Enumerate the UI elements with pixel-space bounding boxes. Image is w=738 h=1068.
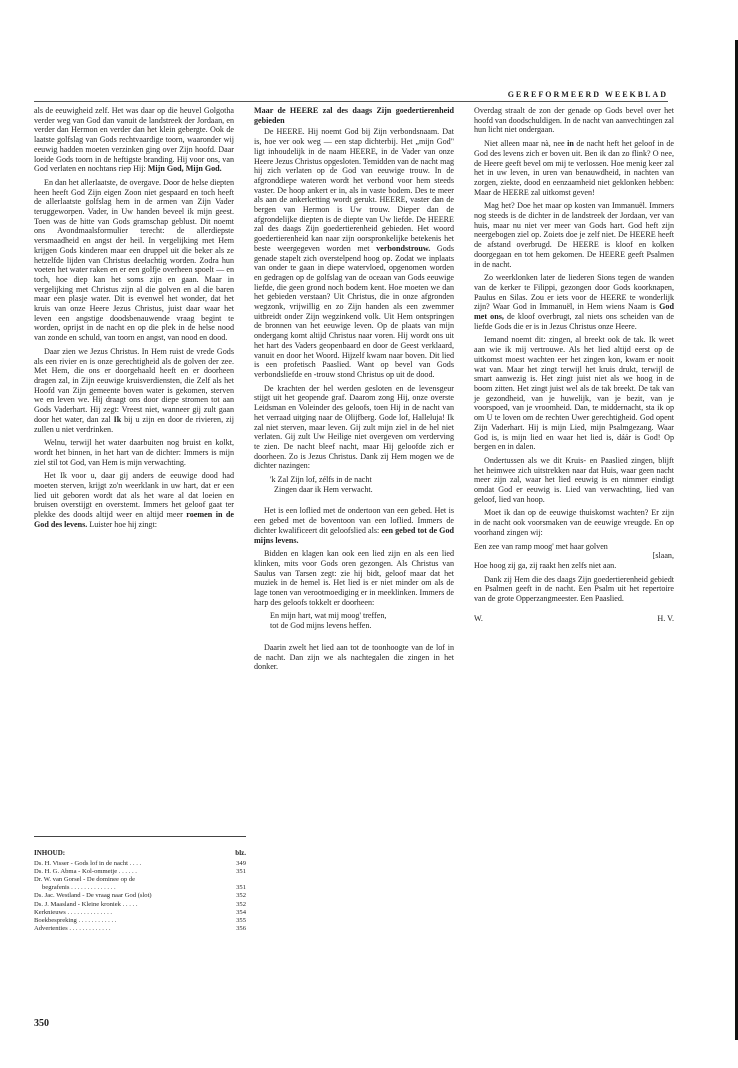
signature-initial: W. bbox=[474, 613, 483, 623]
paragraph bbox=[474, 139, 674, 197]
paragraph bbox=[474, 273, 674, 331]
toc-item-page: 352 bbox=[236, 892, 246, 900]
text: als de eeuwigheid zelf. Het was daar op die heuvel Golgotha verder weg van God dan vanuit de landstreek der Jordaan, en verder dan Hermon en verder dan het klein gebergte. Ook de laatste golfslag van Gods rechtvaardige toorn, waaronder wij eeuwig hadden moeten verzinken ging over Zijn hoofd. Daar loeide Gods toorn in de heftigste branding. Hij voor ons, van God verlaten en nochtans riep Hij: bbox=[34, 106, 234, 174]
bold-text: Ik bbox=[113, 414, 122, 424]
toc-item-title: Dr. W. van Gorsel - De dominee op de bbox=[34, 876, 136, 884]
toc-item[interactable] bbox=[34, 917, 246, 925]
verse-line: [slaan, bbox=[652, 551, 674, 561]
verse-line: Hoe hoog zij ga, zij raakt hen zelfs niet aan. bbox=[474, 560, 617, 570]
paragraph: Daarin zwelt het lied aan tot de toonhoogte van de lof in de nacht. Dan zijn we als nachtegalen die zingen in het donker. bbox=[254, 642, 454, 672]
toc-item-title: Advertenties . . . . . . . . . . . . . bbox=[34, 924, 111, 932]
section-heading: Maar de HEERE zal des daags Zijn goedertierenheid gebieden bbox=[254, 106, 454, 125]
bold-text: Mijn God, Mijn God. bbox=[147, 164, 222, 174]
text: Zo weerklonken later de liederen Sions tegen de wanden van de kerker te Filippi, gezongen door Gods koorknapen, Paulus en Silas. Zou er iets voor de HEERE te wonderlijk zijn? Waar God in Immanuël, in Hem wiens Naam is bbox=[474, 273, 674, 312]
bold-text: in bbox=[567, 139, 574, 149]
text: Het Ik voor u, daar gij anders de eeuwige dood had moeten sterven, krijgt zo'n weerklank in uw hart, dat er een lied uit geboren wordt dat als het ware al dat loeien en bruisen overstijgt en overstemt. Immers het geloof gaat ter plekke des doods altijd weer en altijd meer bbox=[34, 471, 234, 520]
bold-text: God met ons, bbox=[474, 302, 674, 322]
paragraph: Bidden en klagen kan ook een lied zijn en als een lied klinken, mits voor Gods oren gezongen. Als Christus van Saulus van Tarsen zegt: zie hij bidt, geloof maar dat het muziek in de hemel is. Het lied is er niet minder om als de lage tonen van verootmoediging er in meeklinken. Immers de harp des geloofs tokkelt er doorheen: bbox=[254, 549, 454, 607]
paragraph: En dan het allerlaatste, de overgave. Door de helse diepten heen heeft God Zijn eigen Zoon niet gespaard en toch heeft de allerlaatste golfslag hem in de armen van Zijn Vader teruggeworpen. Vader, in Uw handen beveel ik mijn geest. Toen was de hitte van Gods gramschap geblust. Dit noemt ons Avondmaalsformulier terecht: de allerdiepste versmaadheid en angst der heil. In vergelijking met Hem krijgen Gods kinderen maar een druppel uit die beker als ze hetzelfde lijden van Christus deelachtig worden. Zodra hun voeten het water raken en er een golfje overheen spoelt — en toch, hoe diep kan het soms zijn en gaan. Maar in vergelijking met Christus zijn al die golven en al die baren maar een plasje water. Dit is evenwel het wonder, dat het kruis van onze Heere Jezus Christus, juist daar waar het leven een angstige doodsbenauwende vraag begint te worden, oprijst in de nacht en op die plek in de helse nood van zonde en schuld, van toorn en angst, van nood en dood. bbox=[34, 177, 234, 343]
toc-item-title: Ds. H. G. Abma - Kol-ommetje . . . . . . bbox=[34, 868, 137, 876]
toc-title: INHOUD: bbox=[34, 849, 66, 857]
paragraph: Welnu, terwijl het water daarbuiten nog bruist en kolkt, wordt het binnen, in het hart van de dichter: Immers is mijn ziel stil tot God, van Hem is mijn verwachting. bbox=[34, 438, 234, 467]
toc-item[interactable] bbox=[34, 909, 246, 917]
toc-item-title: Ds. H. Visser - Gods lof in de nacht . . . . bbox=[34, 860, 142, 868]
paragraph: Dank zij Hem die des daags Zijn goedertierenheid gebiedt en Psalmen geeft in de nacht. Een Psalm uit het repertoire van de grote Opperzangmeester. Een Paaslied. bbox=[474, 574, 674, 604]
toc-item[interactable] bbox=[34, 925, 246, 933]
toc-item-title: Ds. Jac. Westland - De vraag naar God (slot) bbox=[34, 892, 152, 900]
text: de kloof overbrugt, zal niets ons scheiden van de liefde Gods die er is in Jezus Christus onze Heere. bbox=[474, 312, 675, 331]
toc-item[interactable] bbox=[34, 860, 246, 868]
paragraph bbox=[254, 506, 454, 545]
toc-item-page: 356 bbox=[236, 924, 246, 932]
paragraph: Overdag straalt de zon der genade op Gods bevel over het hoofd van doodschuldigen. In de nacht van aanvechtingen zal hun licht niet ondergaan. bbox=[474, 106, 674, 135]
paragraph bbox=[34, 106, 234, 174]
toc-item[interactable] bbox=[34, 892, 246, 900]
header-rule bbox=[34, 101, 668, 102]
toc-item-page: 354 bbox=[236, 908, 246, 916]
toc-item-page: 352 bbox=[236, 900, 246, 908]
text: Niet alleen maar nà, nee bbox=[484, 139, 568, 149]
paragraph bbox=[34, 471, 234, 529]
verse-line: Een zee van ramp moog' met haar golven bbox=[474, 541, 608, 551]
verse-quote bbox=[270, 475, 454, 494]
paragraph: Ondertussen als we dit Kruis- en Paaslied zingen, blijft het heimwee zich uitstrekken naar dat Huis, waar geen nacht meer zijn zal, waar het lied eeuwig is en nimmer eindigt omdat God er eeuwig is. Lied van verwachting, lied van geloof, lied van hoop. bbox=[474, 455, 674, 504]
bold-text: verbondstrouw. bbox=[376, 243, 431, 253]
paragraph bbox=[254, 127, 454, 379]
text: de nacht heft het geloof in de God des levens zich er boven uit. Ben ik dan zo flink? O nee, de Heere geeft bevel om mij te verlossen. Hoe menig keer zal het in uw leven, in uren van benauwdheid, in nachten van zorgen, ziekte, dood en eenzaamheid niet geklonken hebben: Maar de HEERE zal uitkomst geven! bbox=[474, 139, 674, 197]
toc-item-page: 349 bbox=[236, 860, 246, 868]
toc-header bbox=[34, 849, 246, 857]
text: Luister hoe hij zingt: bbox=[87, 519, 157, 529]
column-3 bbox=[474, 106, 674, 623]
toc-rule bbox=[34, 836, 246, 837]
table-of-contents bbox=[34, 836, 246, 933]
verse-quote bbox=[270, 611, 454, 630]
text: De HEERE. Hij noemt God bij Zijn verbondsnaam. Dat is, hoe ver ook weg — een stap dichterbij. Het „mijn God" ligt inhoudelijk in de naam HEERE, in de Vader van onze Heere Jezus Christus opgesloten. Temidden van de nacht mag hij zich verlaten op de God van eeuwige trouw. In de afgronddiepe wateren wordt het verbond voor hem steeds vaster. De hoop ankert er in, als in vaste bodem. Des te meer als aan de ankerketting wordt gerukt. HEERE, vaster dan de bergen van Hermon is Uw trouw. Dieper dan de afgrondelijke diepten is de diepte van Uw liefde. De HEERE zal des daags Zijn goedertierenheid gebieden. Het woord goedertierenheid kan naar zijn oorspronkelijke betekenis het beste weergegeven worden met bbox=[254, 127, 454, 253]
paragraph: De krachten der hel werden gesloten en de levensgeur stijgt uit het geopende graf. Daarom zong Hij, onze overste Leidsman en Voleinder des geloofs, toen Hij in de nacht van het verraad uitging naar de Olijfberg. Gode lof, Halleluja! Ik zal niet sterven, maar leven. Gij zult mijn ziel in de hel niet verlaten. Gij zult Uw Heilige niet overgeven om verderving te zien. De nacht bleef nacht, maar Hij geloofde zich er doorheen. Zo is Jezus Christus. Dank zij Hem mogen we de dichter nazingen: bbox=[254, 383, 454, 471]
toc-item-title: Kerknieuws . . . . . . . . . . . . . . bbox=[34, 908, 113, 916]
toc-item-title: Ds. J. Maasland - Kleine kroniek . . . . . bbox=[34, 900, 138, 908]
toc-item[interactable] bbox=[34, 876, 246, 884]
toc-item-title: begrafenis . . . . . . . . . . . . . . bbox=[42, 884, 116, 892]
paragraph: Iemand noemt dit: zingen, al breekt ook de tak. Ik weet aan wie ik mij vertrouwe. Als het lied altijd eerst op de uitkomst moest wachten eer het zingen kon, kwam er nooit wat van. Maar het zingt terwijl het kruis drukt, terwijl de smart aanwezig is. Het zingt juist niet als we hoog in de boom zitten. Het zingt juist wel als de tak breekt. De tak van je gezondheid, van je huwelijk, van je bezit, van je voorspoed, van je vroomheid. Dan, te middernacht, sta ik op om U te loven om de rechten Uwer gerechtigheid. God opent Zijn Vaderhart. Hij is mijn Lied, mijn Psalmgezang. Waar God is, is mijn lied en waar het lied is, dáár is God! Op bergen en in dalen. bbox=[474, 335, 674, 452]
paragraph: Moet ik dan op de eeuwige thuiskomst wachten? Er zijn in de nacht ook voorsmaken van de eeuwige vreugde. En op voorhand zingen wij: bbox=[474, 508, 674, 537]
toc-item[interactable] bbox=[34, 884, 246, 892]
verse-line: 'k Zal Zijn lof, zélfs in de nacht bbox=[270, 475, 372, 485]
bold-text: een gebed tot de God mijns levens. bbox=[254, 525, 455, 545]
paragraph bbox=[34, 347, 234, 434]
text: Gods genade stapelt zich overstelpend hoog op. Zodat we inplaats van onder te gaan in diepe watervloed, opgenomen worden en gedragen op de golfslag van de oceaan van Gods eeuwige liefde, die geen grond noch bodem kent. Hoe moeten we dan het gebieden verstaan? Uit Christus, die in onze afgronden wegzonk, vrijwillig en zo Zijn handen als een zwemmer uitbreidt onder Zijn wegzinkend volk. Uit Hem ontspringen de bronnen van het eeuwige leven. Op de plaats van mijn ondergang komt altijd Christus naar voren. Hij wordt ons uit het hart des Vaders geopenbaard en door de Geest verklaard, vanuit en door het Woord. Hijzelf kwam naar boven. Dit lied is een profetisch Paaslied. Want op bevel van Gods verbondsliefde en -trouw stond Christus op uit de dood. bbox=[254, 243, 454, 379]
text: Daar zien we Jezus Christus. In Hem ruist de vrede Gods als een rivier en is onze gerechtigheid als de golven der zee. Met Hem, die ons er doorgehaald heeft en er doorheen dragen zal, in Zijn eeuwige kruisverdiensten, die Zelf als het Hoofd van Zijn gemeente boven water is gekomen, sterven we en leven we. Hij draagt ons door diepe stromen tot aan Gods Vaderhart. Hij zegt: Vreest niet, wanneer gij zult gaan door het water, dan zal bbox=[34, 346, 234, 424]
author-initials: H. V. bbox=[657, 613, 674, 623]
toc-page-label: blz. bbox=[235, 849, 246, 857]
verse-line: tot de God mijns levens heffen. bbox=[270, 621, 372, 631]
text: bij u zijn en door de rivieren, zij zullen u niet verdrinken. bbox=[34, 414, 235, 434]
toc-item-title: Boekbespreking . . . . . . . . . . . . bbox=[34, 916, 117, 924]
running-header: GEREFORMEERD WEEKBLAD bbox=[507, 90, 668, 99]
column-1 bbox=[34, 106, 234, 534]
text: Het is een loflied met de ondertoon van een gebed. Het is een gebed met de boventoon van een loflied. Immers de dichter kwalificeert dit geloofslied als: bbox=[254, 506, 454, 535]
paragraph: Mag het? Doe het maar op kosten van Immanuël. Immers nog steeds is de dichter in de landstreek der Jordaan, ver van huis, maar nu niet ver meer van Gods hart. God heft zijn neergebogen ziel op. Zoiets doe je zelf niet. De HEERE heeft de afstand overbrugd. De HEERE is kloof en kolken doorgegaan en tot hem gekomen. De HEERE geeft Psalmen in de nacht. bbox=[474, 201, 674, 269]
page-number: 350 bbox=[34, 1018, 49, 1029]
toc-item-page bbox=[224, 876, 246, 884]
bold-text: roemen in de God des levens. bbox=[34, 510, 235, 529]
toc-item[interactable] bbox=[34, 868, 246, 876]
toc-item[interactable] bbox=[34, 901, 246, 909]
verse-line: Zingen daar ik Hem verwacht. bbox=[274, 484, 373, 494]
toc-item-page: 351 bbox=[236, 884, 246, 892]
toc-item-page: 351 bbox=[236, 868, 246, 876]
verse-quote bbox=[474, 542, 674, 571]
signature bbox=[474, 614, 674, 624]
column-2 bbox=[254, 106, 454, 676]
toc-item-page: 355 bbox=[236, 916, 246, 924]
verse-line: En mijn hart, wat mij moog' treffen, bbox=[270, 611, 387, 621]
